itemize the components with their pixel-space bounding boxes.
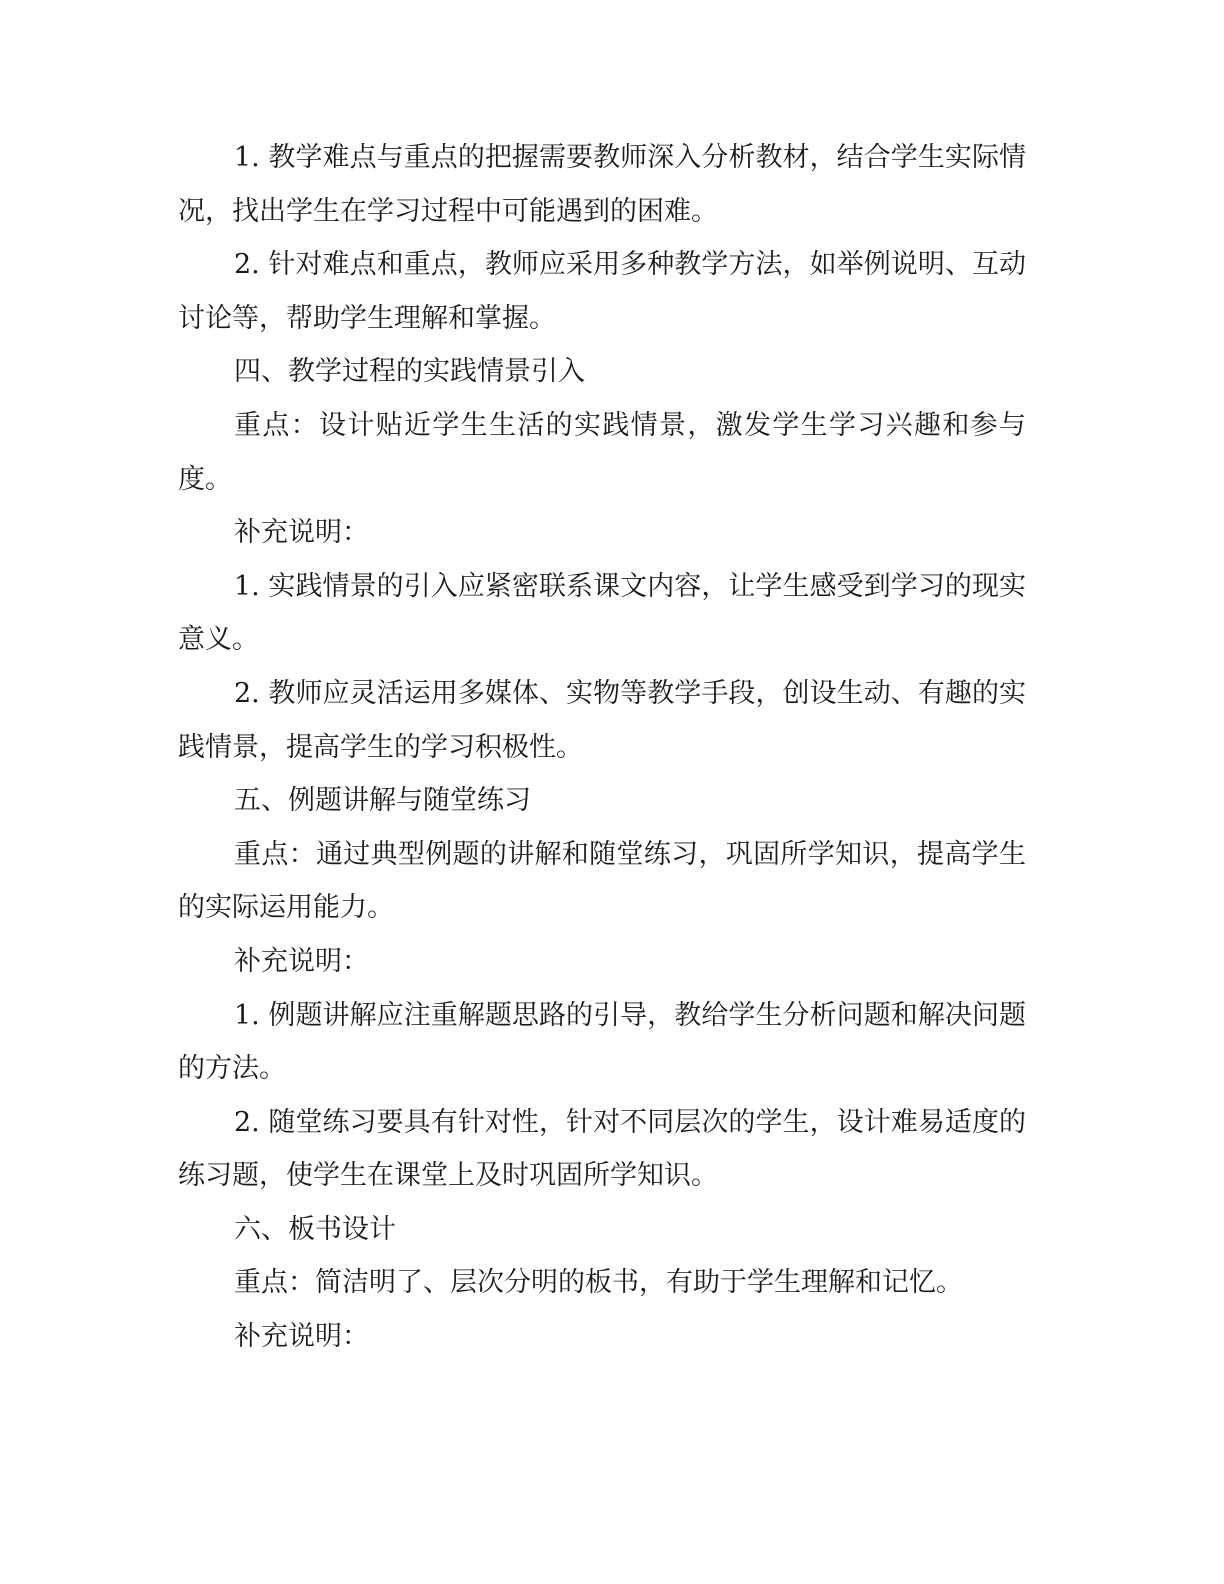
section-heading: 四、教学过程的实践情景引入 bbox=[234, 356, 585, 388]
list-item: 2. 教师应灵活运用多媒体、实物等教学手段，创设生动、有趣的实践情景，提高学生的学习积极性。 bbox=[178, 677, 1026, 763]
section-heading: 六、板书设计 bbox=[234, 1213, 396, 1245]
list-item: 1. 实践情景的引入应紧密联系课文内容，让学生感受到学习的现实意义。 bbox=[178, 570, 1026, 656]
key-point: 重点：设计贴近学生生活的实践情景，激发学生学习兴趣和参与度。 bbox=[178, 409, 1026, 495]
list-item: 1. 例题讲解应注重解题思路的引导，教给学生分析问题和解决问题的方法。 bbox=[178, 999, 1026, 1085]
supplement-label: 补充说明： bbox=[234, 517, 369, 549]
section-heading: 五、例题讲解与随堂练习 bbox=[234, 785, 531, 817]
key-point: 重点：简洁明了、层次分明的板书，有助于学生理解和记忆。 bbox=[234, 1267, 963, 1299]
list-item: 2. 随堂练习要具有针对性，针对不同层次的学生，设计难易适度的练习题，使学生在课堂上及时巩固所学知识。 bbox=[178, 1106, 1026, 1192]
list-item: 1. 教学难点与重点的把握需要教师深入分析教材，结合学生实际情况，找出学生在学习过程中可能遇到的困难。 bbox=[178, 142, 1026, 227]
document-body bbox=[178, 131, 1026, 1364]
list-item: 2. 针对难点和重点，教师应采用多种教学方法，如举例说明、互动讨论等，帮助学生理解和掌握。 bbox=[178, 249, 1026, 334]
supplement-label: 补充说明： bbox=[234, 1321, 369, 1353]
supplement-label: 补充说明： bbox=[234, 945, 369, 977]
key-point: 重点：通过典型例题的讲解和随堂练习，巩固所学知识，提高学生的实际运用能力。 bbox=[178, 838, 1026, 924]
